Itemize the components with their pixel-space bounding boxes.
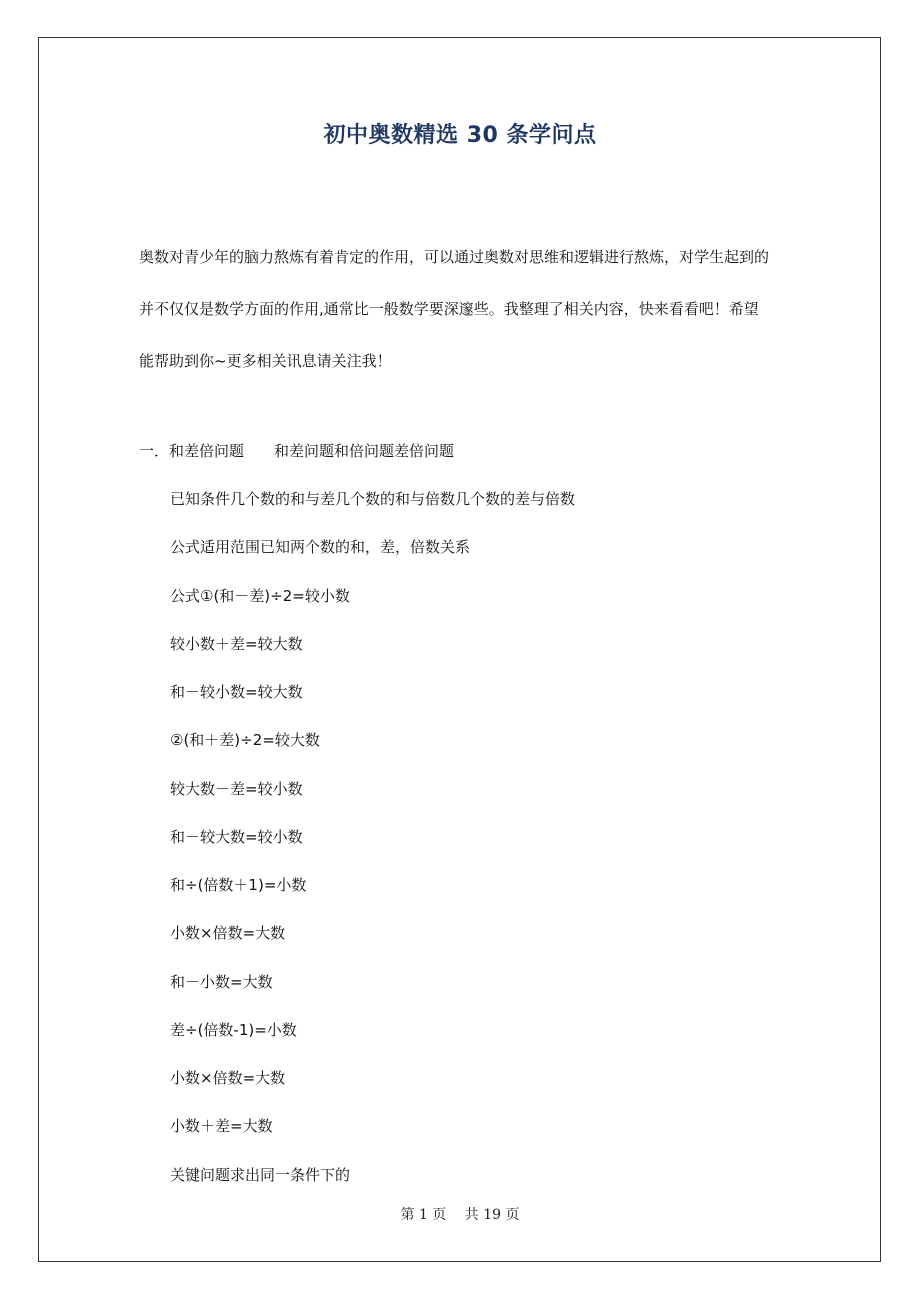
- page-number-footer: 第 1 页 共 19 页: [400, 1207, 520, 1223]
- body-line: 已知条件几个数的和与差几个数的和与倍数几个数的差与倍数: [170, 490, 576, 508]
- body-line: 关键问题求出同一条件下的: [170, 1165, 351, 1184]
- section-heading: 一．和差倍问题 和差问题和倍问题差倍问题: [139, 442, 455, 460]
- formula-line: 小数×倍数=大数: [170, 924, 286, 943]
- formula-line: 和－较小数=较大数: [170, 683, 303, 701]
- formula-line: 小数＋差=大数: [170, 1117, 273, 1136]
- formula-line: 较大数－差=较小数: [170, 779, 303, 798]
- formula-line: 差÷(倍数-1)=小数: [170, 1020, 297, 1039]
- formula-line: 公式①(和－差)÷2=较小数: [170, 586, 350, 605]
- intro-paragraph: [139, 243, 789, 399]
- body-line: 公式适用范围已知两个数的和，差，倍数关系: [170, 538, 471, 557]
- intro-line: 能帮助到你~更多相关讯息请关注我！: [139, 352, 392, 370]
- formula-line: 和－小数=大数: [170, 972, 273, 991]
- formula-line: 和－较大数=较小数: [170, 827, 303, 846]
- formula-line: 小数×倍数=大数: [170, 1069, 286, 1087]
- formula-line: 和÷(倍数＋1)=小数: [170, 876, 307, 894]
- formula-line: ②(和＋差)÷2=较大数: [170, 731, 320, 750]
- section-body: [170, 485, 575, 1209]
- intro-line: 并不仅仅是数学方面的作用,通常比一般数学要深邃些。我整理了相关内容，快来看看吧！希望: [139, 300, 759, 318]
- formula-line: 较小数＋差=较大数: [170, 634, 303, 653]
- intro-line: 奥数对青少年的脑力熬炼有着肯定的作用，可以通过奥数对思维和逻辑进行熬炼，对学生起到的: [139, 248, 770, 266]
- document-title: 初中奥数精选 30 条学问点: [323, 123, 597, 148]
